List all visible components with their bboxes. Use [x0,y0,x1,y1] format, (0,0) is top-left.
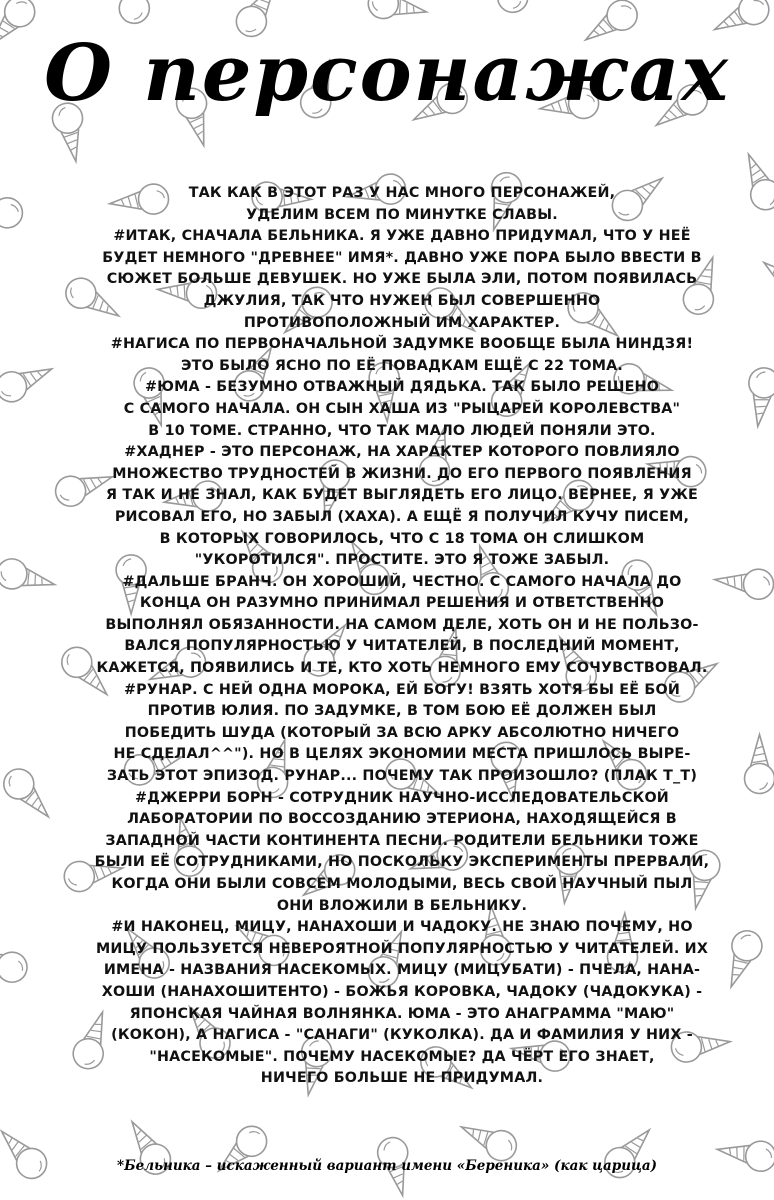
cone-pattern-icon [735,148,774,214]
article-body [92,183,712,1090]
text-line: ИМЕНА - НАЗВАНИЯ НАСЕКОМЫХ. МИЦУ (МИЦУБАТИ) - ПЧЕЛА, НАНА- [103,962,701,979]
text-line: #НАГИСА ПО ПЕРВОНАЧАЛЬНОЙ ЗАДУМКЕ ВООБЩЕ БЫЛА НИНДЗЯ! [110,336,694,353]
cone-pattern-icon [0,939,31,987]
text-line: В КОТОРЫХ ГОВОРИЛОСЬ, ЧТО С 18 ТОМА ОН СЛИШКОМ [159,530,645,547]
cone-pattern-icon [745,735,774,794]
cone-pattern-icon [717,926,766,992]
cone-pattern-icon [497,0,528,13]
cone-pattern-icon [713,565,774,601]
text-line: КОГДА ОНИ БЫЛИ СОВСЕМ МОЛОДЫМИ, ВЕСЬ СВОЙ НАУЧНЫЙ ПЫЛ [111,876,693,892]
page-title: О персонажах [44,28,730,119]
footnote: *Бельника – искаженный вариант имени «Береника» (как царица) [117,1158,657,1174]
text-line: ВАЛСЯ ПОПУЛЯРНОСТЬЮ У ЧИТАТЕЛЕЙ, В ПОСЛЕДНИЙ МОМЕНТ, [124,638,680,655]
text-line: НИЧЕГО БОЛЬШЕ НЕ ПРИДУМАЛ. [260,1070,544,1087]
text-line: ВЫПОЛНЯЛ ОБЯЗАННОСТИ. НА САМОМ ДЕЛЕ, ХОТЬ ОН И НЕ ПОЛЬЗО- [105,616,699,633]
text-line: ОНИ ВЛОЖИЛИ В БЕЛЬНИКУ. [276,897,528,914]
text-line: РИСОВАЛ ЕГО, НО ЗАБЫЛ (ХАХА). А ЕЩЁ Я ПОЛУЧИЛ КУЧУ ПИСЕМ, [114,508,690,525]
cone-pattern-icon [0,197,24,232]
text-line: МИЦУ ПОЛЬЗУЕТСЯ НЕВЕРОЯТНОЙ ПОПУЛЯРНОСТЬЮ У ЧИТАТЕЛЕЙ. ИХ [95,940,709,957]
text-line: #РУНАР. С НЕЙ ОДНА МОРОКА, ЕЙ БОГУ! ВЗЯТЬ ХОТЯ БЫ ЕЁ БОЙ [123,681,681,698]
cone-pattern-icon [366,0,430,27]
text-line: #ЮМА - БЕЗУМНО ОТВАЖНЫЙ ДЯДЬКА. ТАК БЫЛО РЕШЕНО [144,379,660,396]
cone-pattern-icon [599,1120,661,1184]
text-line: БУДЕТ НЕМНОГО "ДРЕВНЕЕ" ИМЯ*. ДАВНО УЖЕ ПОРА БЫЛО ВВЕСТИ В [102,249,702,266]
text-line: БЫЛИ ЕЁ СОТРУДНИКАМИ, НО ПОСКОЛЬКУ ЭКСПЕРИМЕНТЫ ПРЕРВАЛИ, [94,854,710,871]
cone-pattern-icon [0,1121,53,1185]
text-line: ТАК КАК В ЭТОТ РАЗ У НАС МНОГО ПЕРСОНАЖЕЙ, [188,185,616,201]
text-line: ЗАПАДНОЙ ЧАСТИ КОНТИНЕНТА ПЕСНИ. РОДИТЕЛИ БЕЛЬНИКИ ТОЖЕ [105,832,699,849]
cone-pattern-icon [755,251,774,311]
cone-pattern-icon [743,366,774,429]
text-line: ЗАТЬ ЭТОТ ЭПИЗОД. РУНАР... ПОЧЕМУ ТАК ПРОИЗОШЛО? (ПЛАК Т_Т) [106,768,698,785]
text-line: ЛАБОРАТОРИИ ПО ВОССОЗДАНИЮ ЭТЕРИОНА, НАХОДЯЩЕЙСЯ В [127,811,677,828]
text-line: СЮЖЕТ БОЛЬШЕ ДЕВУШЕК. НО УЖЕ БЫЛА ЭЛИ, ПОТОМ ПОЯВИЛАСЬ [106,271,698,288]
text-line: (КОКОН), А НАГИСА - "САНАГИ" (КУКОЛКА). ДА И ФАМИЛИЯ У НИХ - [111,1027,693,1044]
text-line: В 10 ТОМЕ. СТРАННО, ЧТО ТАК МАЛО ЛЮДЕЙ ПОНЯЛИ ЭТО. [148,422,656,439]
text-line: ДЖУЛИЯ, ТАК ЧТО НУЖЕН БЫЛ СОВЕРШЕННО [203,292,601,309]
cone-pattern-icon [0,355,58,406]
text-line: ПРОТИВОПОЛОЖНЫЙ ИМ ХАРАКТЕР. [243,314,561,331]
cone-pattern-icon [119,0,151,24]
text-line: #ДАЛЬШЕ БРАНЧ. ОН ХОРОШИЙ, ЧЕСТНО. С САМОГО НАЧАЛА ДО [122,573,682,590]
text-line: КАЖЕТСЯ, ПОЯВИЛИСЬ И ТЕ, КТО ХОТЬ НЕМНОГО ЕМУ СОЧУВСТВОВАЛ. [96,660,708,677]
text-line: #ХАДНЕР - ЭТО ПЕРСОНАЖ, НА ХАРАКТЕР КОТОРОГО ПОВЛИЯЛО [124,444,680,461]
cone-pattern-icon [0,556,58,599]
cone-pattern-icon [0,763,59,827]
cone-pattern-icon [769,433,774,493]
text-line: Я ТАК И НЕ ЗНАЛ, КАК БУДЕТ ВЫГЛЯДЕТЬ ЕГО ЛИЦО. ВЕРНЕЕ, Я УЖЕ [106,487,698,504]
text-line: ЯПОНСКАЯ ЧАЙНАЯ ВОЛНЯНКА. ЮМА - ЭТО АНАГРАММА "МАЮ" [129,1005,675,1022]
text-line: #ИТАК, СНАЧАЛА БЕЛЬНИКА. Я УЖЕ ДАВНО ПРИДУМАЛ, ЧТО У НЕЁ [113,228,691,245]
text-line: УДЕЛИМ ВСЕМ ПО МИНУТКЕ СЛАВЫ. [246,206,558,223]
text-line: "НАСЕКОМЫЕ". ПОЧЕМУ НАСЕКОМЫЕ? ДА ЧЁРТ ЕГО ЗНАЕТ, [149,1048,655,1065]
text-line: МНОЖЕСТВО ТРУДНОСТЕЙ В ЖИЗНИ. ДО ЕГО ПЕРВОГО ПОЯВЛЕНИЯ [112,465,692,482]
text-line: С САМОГО НАЧАЛА. ОН СЫН ХАША ИЗ "РЫЦАРЕЙ КОРОЛЕВСТВА" [123,400,681,417]
text-line: #ДЖЕРРИ БОРН - СОТРУДНИК НАУЧНО-ИССЛЕДОВАТЕЛЬСКОЙ [135,789,669,806]
text-line: "УКОРОТИЛСЯ". ПРОСТИТЕ. ЭТО Я ТОЖЕ ЗАБЫЛ. [194,552,610,569]
text-line: ПРОТИВ ЮЛИЯ. ПО ЗАДУМКЕ, В ТОМ БОЮ ЕЁ ДОЛЖЕН БЫЛ [147,703,657,720]
text-line: ЭТО БЫЛО ЯСНО ПО ЕЁ ПОВАДКАМ ЕЩЁ С 22 ТОМА. [180,357,624,374]
text-line: #И НАКОНЕЦ, МИЦУ, НАНАХОШИ И ЧАДОКУ. НЕ ЗНАЮ ПОЧЕМУ, НО [111,919,693,936]
text-line: НЕ СДЕЛАЛ^^"). НО В ЦЕЛЯХ ЭКОНОМИИ МЕСТА ПРИШЛОСЬ ВЫРЕ- [113,746,691,763]
text-line: КОНЦА ОН РАЗУМНО ПРИНИМАЛ РЕШЕНИЯ И ОТВЕТСТВЕННО [139,595,665,612]
text-line: ПОБЕДИТЬ ШУДА (КОТОРЫЙ ЗА ВСЮ АРКУ АБСОЛЮТНО НИЧЕГО [124,724,680,741]
text-line: ХОШИ (НАНАХОШИТЕНТО) - БОЖЬЯ КОРОВКА, ЧАДОКУ (ЧАДОКУКА) - [101,983,703,1000]
